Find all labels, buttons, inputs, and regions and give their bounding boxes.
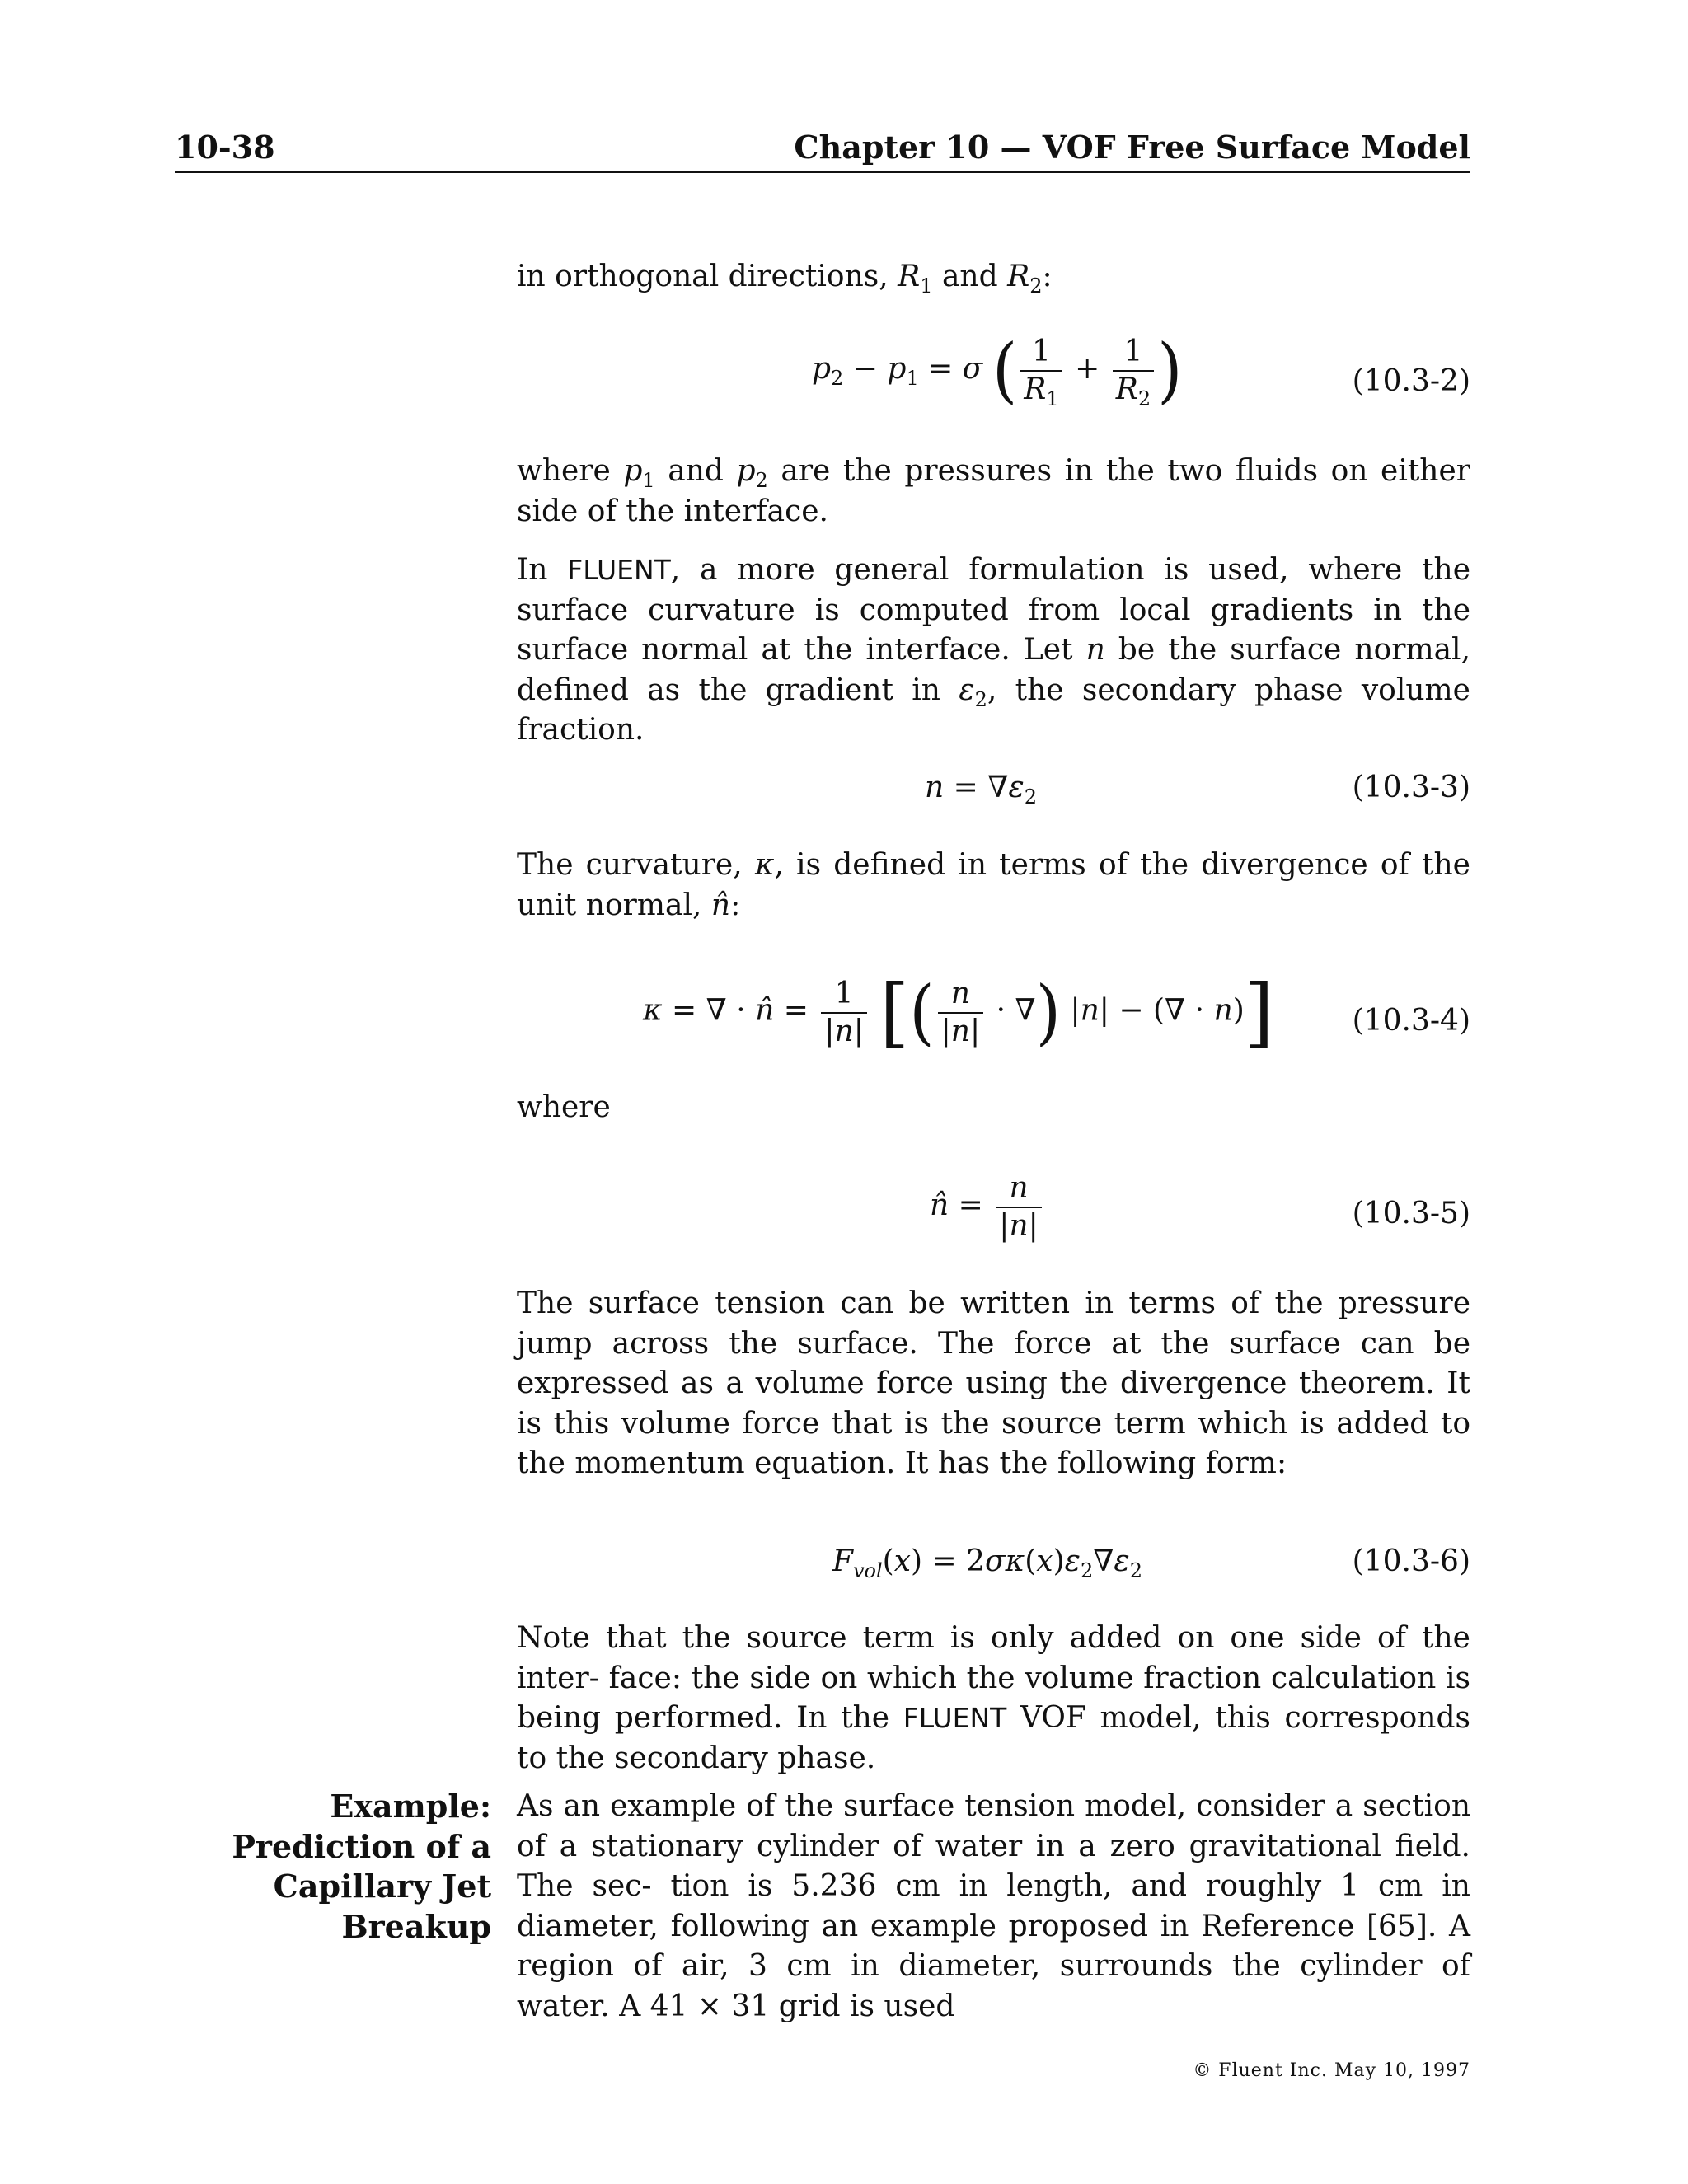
paragraph-5: where [517, 1090, 611, 1124]
equation-10-3-3: $n = \nabla\varepsilon_2$ [925, 771, 1037, 808]
product-name: FLUENT [567, 554, 671, 586]
equation-number: (10.3-2) [1352, 364, 1470, 398]
paragraph-8: As an example of the surface tension model, consider a section of a stationary cylinder of water in a zero gravitational field. The sec- tion is 5.236 cm in length, and roughly 1 cm in diameter, following an example proposed in Reference [65]. A region of air, 3 cm in diameter, surrounds the cylinder of water. A 41 × 31 grid is used [517, 1789, 1470, 2023]
paragraph-6: The surface tension can be written in terms of the pressure jump across the surface. The force at the surface can be expressed as a volume force using the divergence theorem. It is this volume force that is the source term which is added to the momentum equation. It has the following form: [517, 1286, 1470, 1480]
footer-copyright: © Fluent Inc. May 10, 1997 [1193, 2060, 1470, 2081]
paragraph-3: In FLUENT, a more general formulation is used, where the surface curvature is computed from local gradients in the surface normal at the interface. Let n be the surface normal, defined as the gradient in $\varepsilon_2$, the secondary phase volume fraction. [517, 553, 1471, 747]
equation-10-3-5: n̂ = $\frac{n}{|n|}$ [930, 1170, 1045, 1244]
product-name: FLUENT [903, 1702, 1007, 1734]
equation-number: (10.3-5) [1352, 1197, 1470, 1230]
paragraph-1: in orthogonal directions, $R_1$ and $R_2$: [517, 260, 1053, 298]
paragraph-7: Note that the source term is only added on one side of the inter- face: the side on which the volume fraction calculation is being performed. In the FLUENT VOF model, this corresponds to the secondary phase. [517, 1621, 1470, 1775]
side-heading: Example: Prediction of a Capillary Jet Breakup [232, 1788, 491, 1945]
equation-number: (10.3-6) [1352, 1544, 1470, 1578]
page-number: 10-38 [175, 129, 275, 166]
equation-10-3-2: $p_2 - p_1 = \sigma$ ( $\frac{1}{R_1}$ + $\frac{1}{R_2}$ ) [812, 330, 1183, 412]
equation-number: (10.3-3) [1352, 771, 1470, 804]
paragraph-4: The curvature, κ, is defined in terms of the divergence of the unit normal, n̂: [517, 848, 1470, 922]
equation-number: (10.3-4) [1352, 1004, 1470, 1038]
equation-10-3-6: $F_{vol}(x) = 2\sigma\kappa(x)\varepsilon_2\nabla\varepsilon_2$ [832, 1544, 1142, 1582]
paragraph-2: where $p_1$ and $p_2$ are the pressures in the two fluids on either side of the interface. [517, 454, 1470, 528]
page-header [175, 122, 1470, 173]
chapter-title: Chapter 10 — VOF Free Surface Model [794, 129, 1470, 166]
equation-10-3-4: κ = ∇ · n̂ = $\frac{1}{|n|}$ [( $\frac{n}{|n|}$ · ∇) |n| − (∇ · n)] [643, 968, 1274, 1057]
